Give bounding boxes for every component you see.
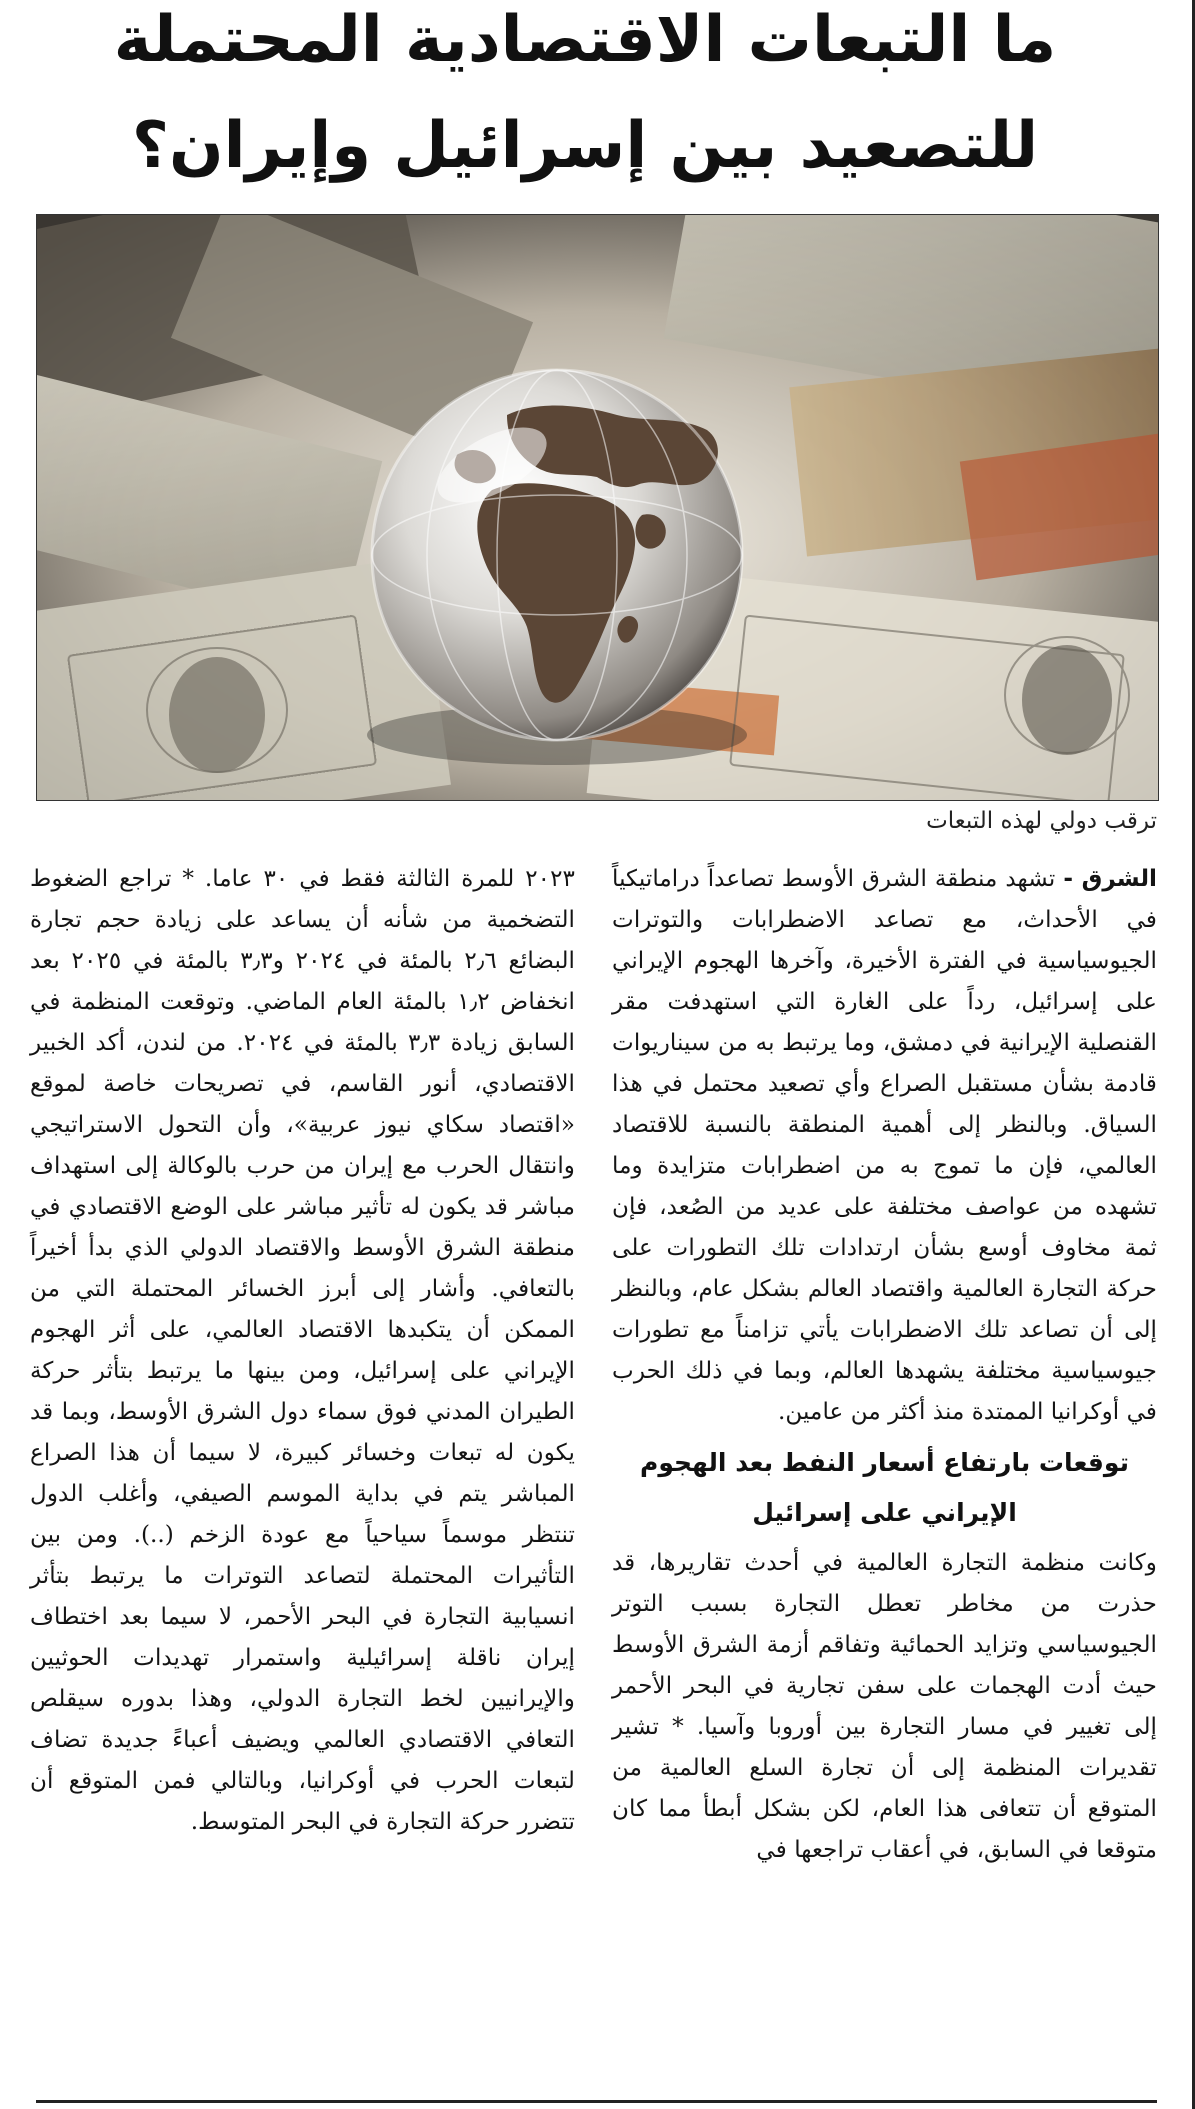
bottom-rule	[36, 2100, 1157, 2103]
dateline: الشرق -	[1063, 865, 1157, 892]
left-column-text: ٢٠٢٣ للمرة الثالثة فقط في ٣٠ عاما. * تراجع الضغوط التضخمية من شأنه أن يساعد على زيادة حجم تجارة البضائع ٢٫٦ بالمئة في ٢٠٢٤ و٣٫٣ بالمئة في ٢٠٢٥ بعد انخفاض ١٫٢ بالمئة العام الماضي. وتوقعت المنظمة في السابق زيادة ٣٫٣ بالمئة في ٢٠٢٤. من لندن، أكد الخبير الاقتصادي، أنور القاسم، في تصريحات خاصة لموقع «اقتصاد سكاي نيوز عربية»، وأن التحول الاستراتيجي وانتقال الحرب مع إيران من حرب بالوكالة إلى استهداف مباشر قد يكون له تأثير مباشر على الوضع الاقتصادي في منطقة الشرق الأوسط والاقتصاد الدولي الذي بدأ أخيراً بالتعافي. وأشار إلى أبرز الخسائر المحتملة التي من الممكن أن يتكبدها الاقتصاد العالمي، على أثر الهجوم الإيراني على إسرائيل، ومن بينها ما يرتبط بتأثر حركة الطيران المدني فوق سماء دول الشرق الأوسط، وبما قد يكون له تبعات وخسائر كبيرة، لا سيما أن هذا الصراع المباشر يتم في بداية الموسم الصيفي، وأغلب الدول تنتظر موسماً سياحياً مع عودة الزخم (..). ومن بين التأثيرات المحتملة لتصاعد التوترات ما يرتبط بتأثر انسيابية التجارة في البحر الأحمر، لا سيما بعد اختطاف إيران ناقلة إسرائيلية واستمرار تهديدات الحوثيين والإيرانيين لخط التجارة الدولي، وهذا بدوره سيقلص التعافي الاقتصادي العالمي ويضيف أعباءً جديدة تضاف لتبعات الحرب في أوكرانيا، وبالتالي فمن المتوقع أن تتضرر حركة التجارة في البحر المتوسط.	[30, 865, 576, 1835]
globe-on-dollar-bills-illustration	[37, 215, 1158, 800]
headline-line-2: للتصعيد بين إسرائيل وإيران؟	[131, 109, 1039, 183]
headline-line-1: ما التبعات الاقتصادية المحتملة	[113, 3, 1057, 77]
article-column-left	[30, 858, 575, 1842]
article-column-right	[612, 858, 1157, 1870]
wto-paragraph: وكانت منظمة التجارة العالمية في أحدث تقاريرها، قد حذرت من مخاطر تعطل التجارة بسبب التوتر الجيوسياسي وتزايد الحمائية وتفاقم أزمة الشرق الأوسط حيث أدت الهجمات على سفن تجارية في البحر الأحمر إلى تغيير في مسار التجارة بين أوروبا وآسيا. * تشير تقديرات المنظمة إلى أن تجارة السلع العالمية من المتوقع أن تتعافى هذا العام، لكن بشكل أبطأ مما كان متوقعا في السابق، في أعقاب تراجعها في	[612, 1549, 1157, 1863]
photo-caption: ترقب دولي لهذه التبعات	[926, 808, 1157, 834]
intro-paragraph	[612, 858, 1157, 1432]
section-subheading: توقعات بارتفاع أسعار النفط بعد الهجوم الإيراني على إسرائيل	[640, 1448, 1129, 1527]
article-photo	[36, 214, 1159, 801]
intro-text: تشهد منطقة الشرق الأوسط تصاعداً دراماتيكياً في الأحداث، مع تصاعد الاضطرابات والتوترات الجيوسياسية في الفترة الأخيرة، وآخرها الهجوم الإيراني على إسرائيل، رداً على الغارة التي استهدفت مقر القنصلية الإيرانية في دمشق، وما يرتبط به من سيناريوات قادمة بشأن مستقبل الصراع وأي تصعيد محتمل في هذا السياق. وبالنظر إلى أهمية المنطقة بالنسبة للاقتصاد العالمي، فإن ما تموج به من اضطرابات متزايدة وما تشهده من عواصف مختلفة على عديد من الصُعد، فإن ثمة مخاوف أوسع بشأن ارتدادات تلك التطورات على حركة التجارة العالمية واقتصاد العالم بشكل عام، وبالنظر إلى أن تصاعد تلك الاضطرابات يأتي تزامناً مع تطورات جيوسياسية مختلفة يشهدها العالم، وبما في ذلك الحرب في أوكرانيا الممتدة منذ أكثر من عامين.	[612, 865, 1157, 1425]
